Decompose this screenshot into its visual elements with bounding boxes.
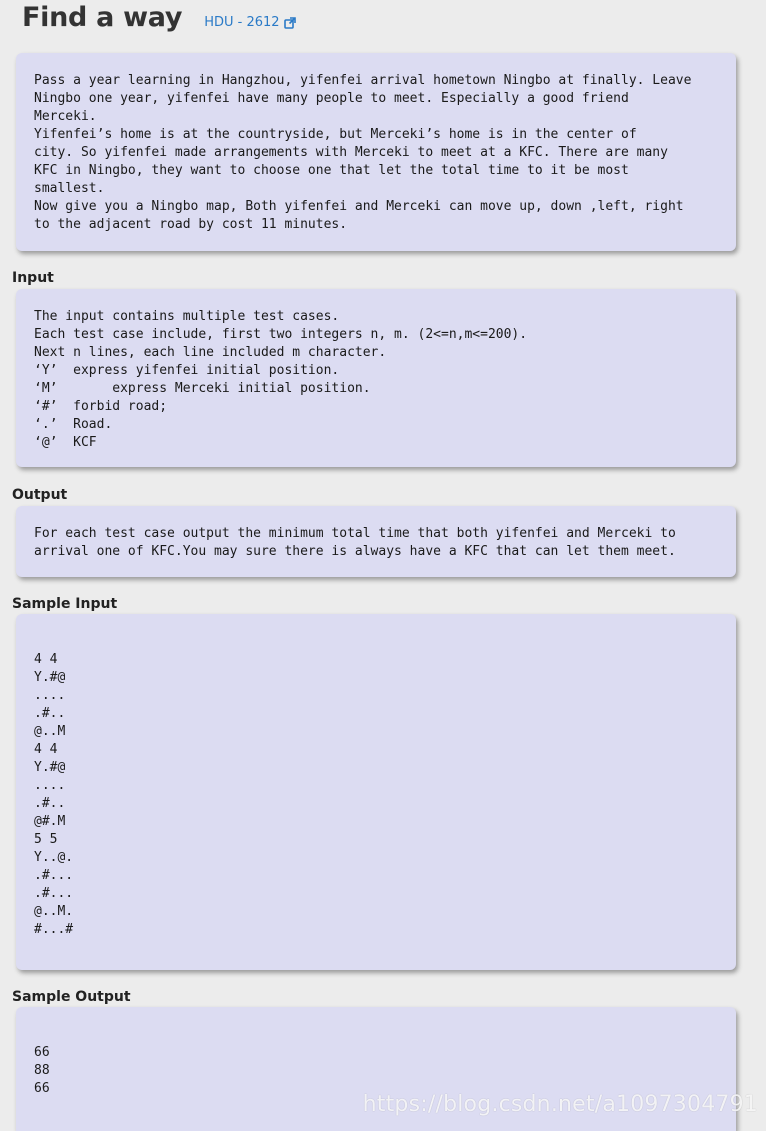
page-title: Find a way [22,2,183,33]
sample-input-text: 4 4 Y.#@ .... .#.. @..M 4 4 Y.#@ .... .#.. @#.M 5 5 Y..@. .#... .#... @..M. #...# [34,652,74,937]
sample-input-panel [16,614,736,970]
input-text: The input contains multiple test cases. Each test case include, first two integers n, m. (2<=n,m<=200). Next n lines, each line included m character. ‘Y’ express yifenfei initial position. ‘M’ express Merceki initial position. ‘#’ forbid road; ‘.’ Road. ‘@’ KCF [34,309,528,450]
sample-output-heading: Sample Output [12,989,131,1005]
input-heading: Input [12,270,54,286]
sample-input-heading: Sample Input [12,596,118,612]
problem-header [22,2,296,42]
output-panel [16,506,736,577]
description-panel [16,53,736,251]
input-panel [16,289,736,467]
watermark: https://blog.csdn.net/a1097304791 [362,1092,758,1117]
source-link-label: HDU - 2612 [204,15,280,30]
sample-output-text: 66 88 66 [34,1045,50,1096]
description-text: Pass a year learning in Hangzhou, yifenfei arrival hometown Ningbo at finally. Leave Ningbo one year, yifenfei have many people to meet. Especially a good friend Merceki. Yifenfei’s home is at the countryside, but Merceki’s home is in the center of city. So yifenfei made arrangements with Merceki to meet at a KFC. There are many KFC in Ningbo, they want to choose one that let the total time to it be most smallest. Now give you a Ningbo map, Both yifenfei and Merceki can move up, down ,left, right to the adjacent road by cost 11 minutes. [34,73,692,232]
source-link[interactable] [204,15,295,30]
output-text: For each test case output the minimum total time that both yifenfei and Merceki to arrival one of KFC.You may sure there is always have a KFC that can let them meet. [34,526,676,559]
output-heading: Output [12,487,68,503]
external-link-icon [284,17,296,29]
